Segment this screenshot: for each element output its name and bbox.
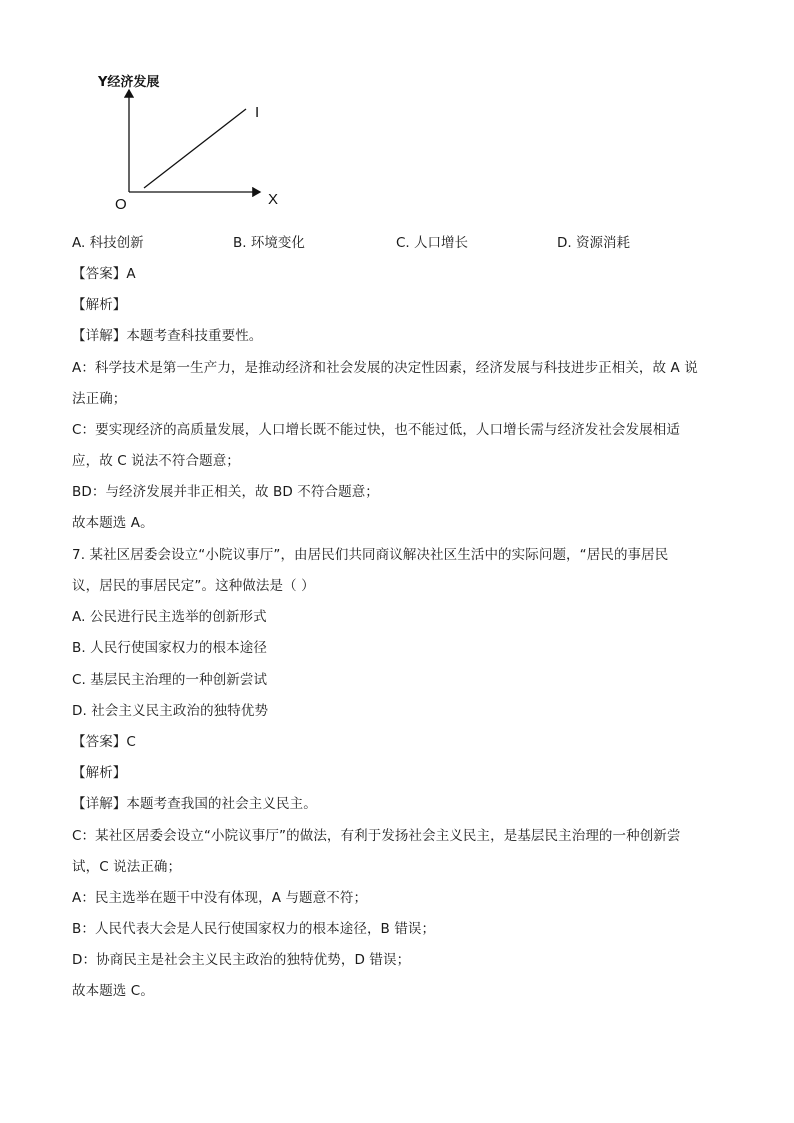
q6-explanation-line: 应，故 C 说法不符合题意；	[72, 453, 240, 469]
economic-development-graph	[96, 68, 296, 218]
q6-answer: 【答案】A	[72, 266, 136, 282]
q7-stem-line: 7. 某社区居委会设立“小院议事厅”，由居民们共同商议解决社区生活中的实际问题，“居民的事居民	[72, 547, 669, 563]
q6-explanation-line: 法正确；	[72, 391, 127, 407]
q7-answer: 【答案】C	[72, 734, 136, 750]
q7-explanation-line: A：民主选举在题干中没有体现，A 与题意不符；	[72, 890, 368, 906]
q7-option-c: C. 基层民主治理的一种创新尝试	[72, 672, 268, 688]
q7-conclusion: 故本题选 C。	[72, 983, 154, 999]
q7-analysis-heading: 【解析】	[72, 765, 127, 781]
q6-option-d: D. 资源消耗	[557, 235, 630, 251]
q6-explanation-line: C：要实现经济的高质量发展，人口增长既不能过快，也不能过低，人口增长需与经济发社会发展相适	[72, 422, 680, 438]
q6-option-b: B. 环境变化	[233, 235, 305, 251]
q6-explanation-line: A：科学技术是第一生产力，是推动经济和社会发展的决定性因素，经济发展与科技进步正相关，故 A 说	[72, 360, 698, 376]
q7-explanation-line: D：协商民主是社会主义民主政治的独特优势，D 错误；	[72, 952, 411, 968]
x-axis-label: X	[268, 191, 279, 208]
q7-option-b: B. 人民行使国家权力的根本途径	[72, 640, 267, 656]
q7-stem-line: 议，居民的事居民定”。这种做法是（ ）	[72, 578, 315, 594]
y-axis-label: Y经济发展	[98, 75, 160, 90]
q6-conclusion: 故本题选 A。	[72, 515, 154, 531]
q6-option-a: A. 科技创新	[72, 235, 144, 251]
origin-label: O	[115, 196, 127, 213]
q7-explanation-line: B：人民代表大会是人民行使国家权力的根本途径，B 错误；	[72, 921, 436, 937]
q7-option-d: D. 社会主义民主政治的独特优势	[72, 703, 269, 719]
q6-analysis-heading: 【解析】	[72, 297, 127, 313]
q6-detail-heading: 【详解】本题考查科技重要性。	[72, 328, 263, 344]
q7-option-a: A. 公民进行民主选举的创新形式	[72, 609, 267, 625]
q7-detail-heading: 【详解】本题考查我国的社会主义民主。	[72, 796, 317, 812]
q7-explanation-line: C：某社区居委会设立“小院议事厅”的做法，有利于发扬社会主义民主，是基层民主治理的一种创新尝	[72, 828, 681, 844]
trend-line	[144, 109, 246, 188]
q7-explanation-line: 试，C 说法正确；	[72, 859, 182, 875]
line-label: I	[255, 104, 260, 121]
q6-option-c: C. 人口增长	[396, 235, 469, 251]
q6-explanation-line: BD：与经济发展并非正相关，故 BD 不符合题意；	[72, 484, 379, 500]
